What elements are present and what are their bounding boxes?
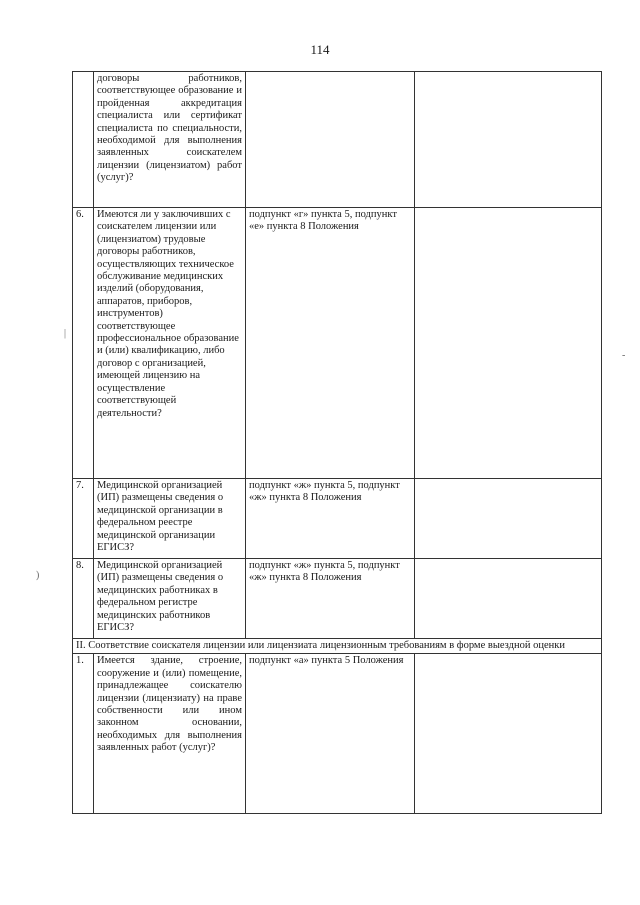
- row-number: [73, 72, 94, 208]
- notes-cell: [415, 208, 602, 479]
- table-row: [73, 559, 602, 639]
- reference-cell: подпункт «ж» пункта 5, подпункт «ж» пункта 8 Положения: [246, 559, 415, 639]
- reference-cell: подпункт «ж» пункта 5, подпункт «ж» пункта 8 Положения: [246, 479, 415, 559]
- notes-cell: [415, 654, 602, 814]
- row-number: 8.: [73, 559, 94, 639]
- table-row: [73, 72, 602, 208]
- table-row: [73, 654, 602, 814]
- row-number: 6.: [73, 208, 94, 479]
- section-heading-row: [73, 639, 602, 654]
- reference-cell: [246, 72, 415, 208]
- requirements-table: [72, 71, 602, 814]
- question-cell: Медицинской организацией (ИП) размещены сведения о медицинской организации в федеральном реестре медицинской организации ЕГИСЗ?: [94, 479, 246, 559]
- section-heading: II. Соответствие соискателя лицензии или лицензиата лицензионным требованиям в форме выездной оценки: [73, 639, 602, 654]
- table-row: [73, 479, 602, 559]
- scan-mark-right: -: [622, 350, 626, 361]
- scan-mark-left: |: [64, 328, 67, 339]
- question-cell: Имеются ли у заключивших с соискателем лицензии или (лицензиатом) трудовые договоры работников, осуществляющих техническое обслуживание медицинских изделий (оборудования, аппаратов, приборов, инструментов) соответствующее профессиональное образование и (или) квалификацию, либо договор с организацией, имеющей лицензию на осуществление соответствующей деятельности?: [94, 208, 246, 479]
- question-cell: договоры работников, соответствующее образование и пройденная аккредитация специалиста или сертификат специалиста по специальности, необходимой для выполнения заявленных соискателем лицензии (лицензиатом) работ (услуг)?: [94, 72, 246, 208]
- reference-cell: подпункт «г» пункта 5, подпункт «е» пункта 8 Положения: [246, 208, 415, 479]
- notes-cell: [415, 479, 602, 559]
- notes-cell: [415, 72, 602, 208]
- page-number: 114: [310, 42, 330, 57]
- question-cell: Медицинской организацией (ИП) размещены сведения о медицинских работниках в федеральном регистре медицинских работников ЕГИСЗ?: [94, 559, 246, 639]
- table-row: [73, 208, 602, 479]
- notes-cell: [415, 559, 602, 639]
- question-cell: Имеется здание, строение, сооружение и (или) помещение, принадлежащее соискателю лицензии (лицензиату) на праве собственности или ином законном основании, необходимых для выполнения заявленных работ (услуг)?: [94, 654, 246, 814]
- reference-cell: подпункт «а» пункта 5 Положения: [246, 654, 415, 814]
- scan-mark-left-2: ): [36, 570, 40, 581]
- row-number: 1.: [73, 654, 94, 814]
- row-number: 7.: [73, 479, 94, 559]
